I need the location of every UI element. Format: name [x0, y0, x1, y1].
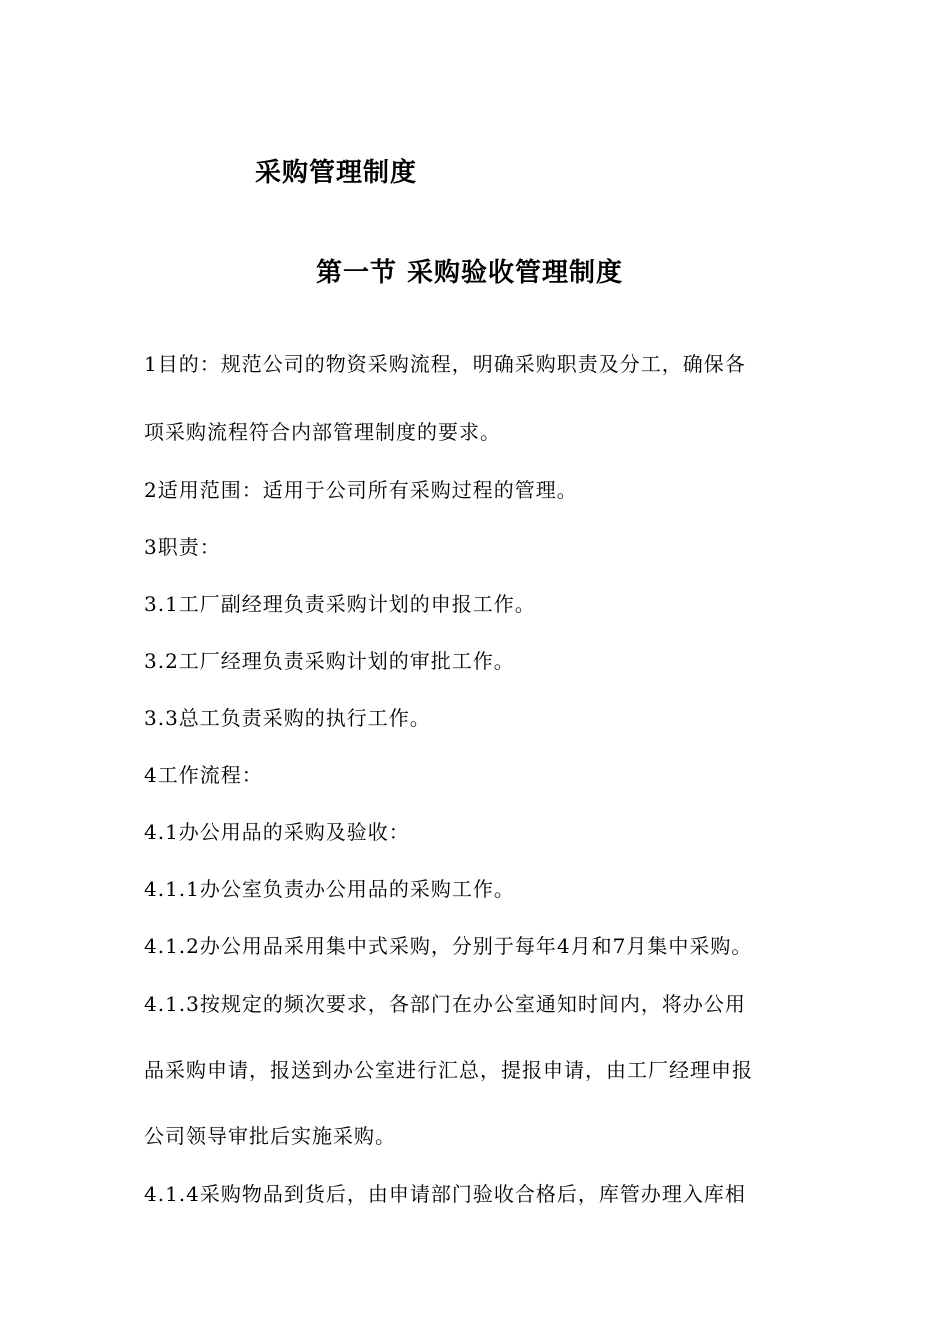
document-title: 采购管理制度 — [255, 158, 418, 188]
text-line: 品采购申请，报送到办公室进行汇总，提报申请，由工厂经理申报 — [144, 1058, 753, 1082]
text-line: 4.1办公用品的采购及验收： — [144, 820, 410, 844]
text-line: 公司领导审批后实施采购。 — [144, 1124, 396, 1148]
text-line: 1目的：规范公司的物资采购流程，明确采购职责及分工，确保各 — [144, 352, 746, 376]
text-line: 4.1.1办公室负责办公用品的采购工作。 — [144, 877, 515, 901]
text-line: 2适用范围：适用于公司所有采购过程的管理。 — [144, 478, 578, 502]
text-line: 4工作流程： — [144, 763, 263, 787]
text-line: 项采购流程符合内部管理制度的要求。 — [144, 420, 501, 444]
section-title: 第一节 采购验收管理制度 — [316, 258, 624, 288]
text-line: 3.2工厂经理负责采购计划的审批工作。 — [144, 649, 515, 673]
text-line: 3.1工厂副经理负责采购计划的申报工作。 — [144, 592, 536, 616]
text-line: 4.1.2办公用品采用集中式采购，分别于每年4月和7月集中采购。 — [144, 934, 753, 958]
text-line: 3职责： — [144, 535, 221, 559]
text-line: 3.3总工负责采购的执行工作。 — [144, 706, 431, 730]
text-line: 4.1.4采购物品到货后，由申请部门验收合格后，库管办理入库相 — [144, 1182, 746, 1206]
text-line: 4.1.3按规定的频次要求，各部门在办公室通知时间内，将办公用 — [144, 992, 746, 1016]
